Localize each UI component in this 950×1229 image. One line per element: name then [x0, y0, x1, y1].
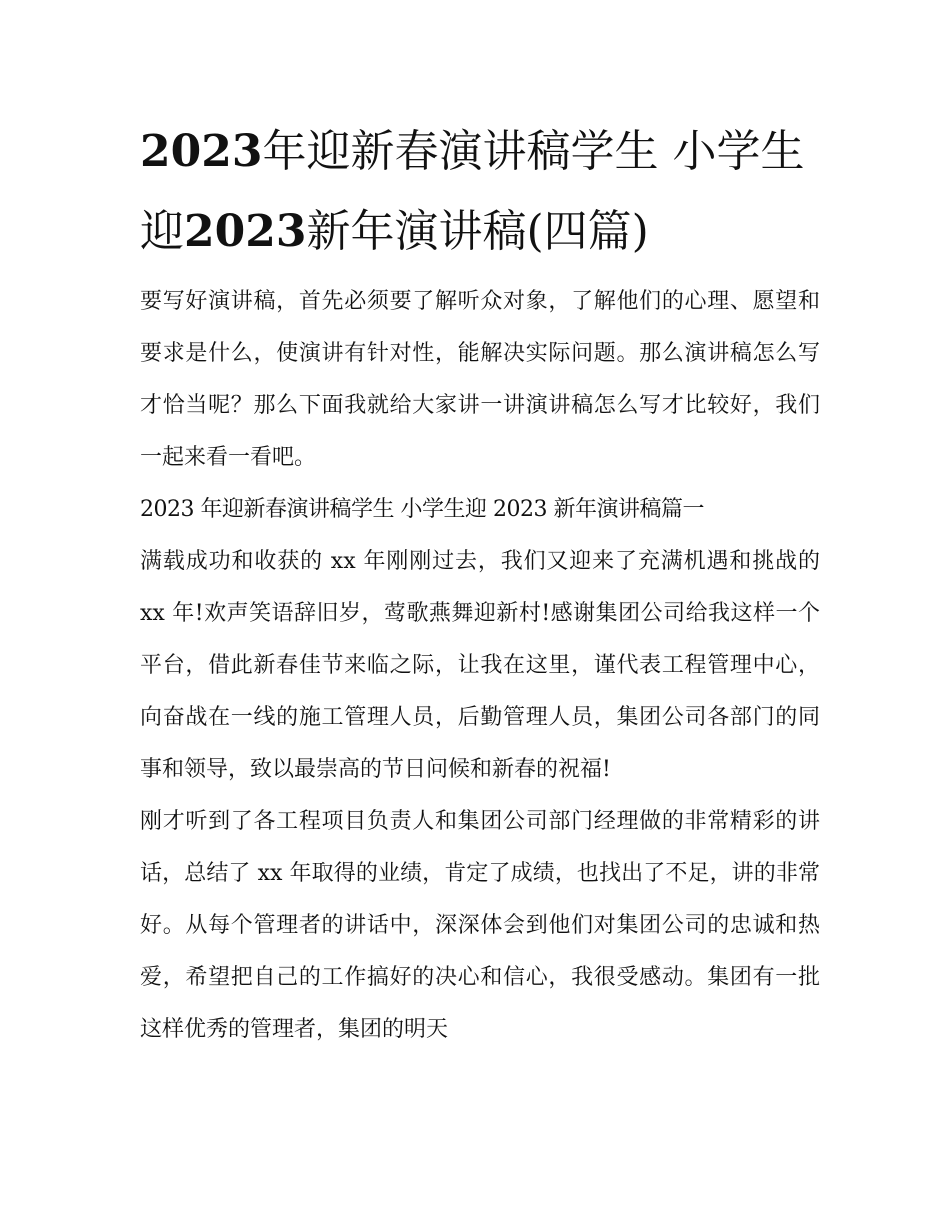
document-body: [140, 276, 820, 1056]
body-paragraph-1: 满载成功和收获的 xx 年刚刚过去，我们又迎来了充满机遇和挑战的 xx 年!欢声笑语辞旧岁，莺歌燕舞迎新村!感谢集团公司给我这样一个平台，借此新春佳节来临之际，让我在这里，谨代表工程管理中心，向奋战在一线的施工管理人员，后勤管理人员，集团公司各部门的同事和领导，致以最崇高的节日问候和新春的祝福!: [140, 549, 820, 782]
body-paragraph-2: 刚才听到了各工程项目负责人和集团公司部门经理做的非常精彩的讲话，总结了 xx 年取得的业绩，肯定了成绩，也找出了不足，讲的非常好。从每个管理者的讲话中，深深体会到他们对集团公司的忠诚和热爱，希望把自己的工作搞好的决心和信心，我很受感动。集团有一批这样优秀的管理者，集团的明天: [140, 809, 820, 1042]
document-title: [140, 112, 820, 272]
title-year-2: 2023: [184, 206, 307, 257]
title-year-1: 2023: [140, 126, 263, 177]
title-text-2: 新年演讲稿(四篇): [306, 206, 649, 257]
intro-paragraph: 要写好演讲稿，首先必须要了解听众对象，了解他们的心理、愿望和要求是什么，使演讲有针对性，能解决实际问题。那么演讲稿怎么写才恰当呢？那么下面我就给大家讲一讲演讲稿怎么写才比较好，我们一起来看一看吧。: [140, 289, 820, 470]
section-heading: 2023 年迎新春演讲稿学生 小学生迎 2023 新年演讲稿篇一: [140, 497, 704, 522]
title-text-1: 年迎新春演讲稿学生 小学生迎: [140, 126, 805, 257]
